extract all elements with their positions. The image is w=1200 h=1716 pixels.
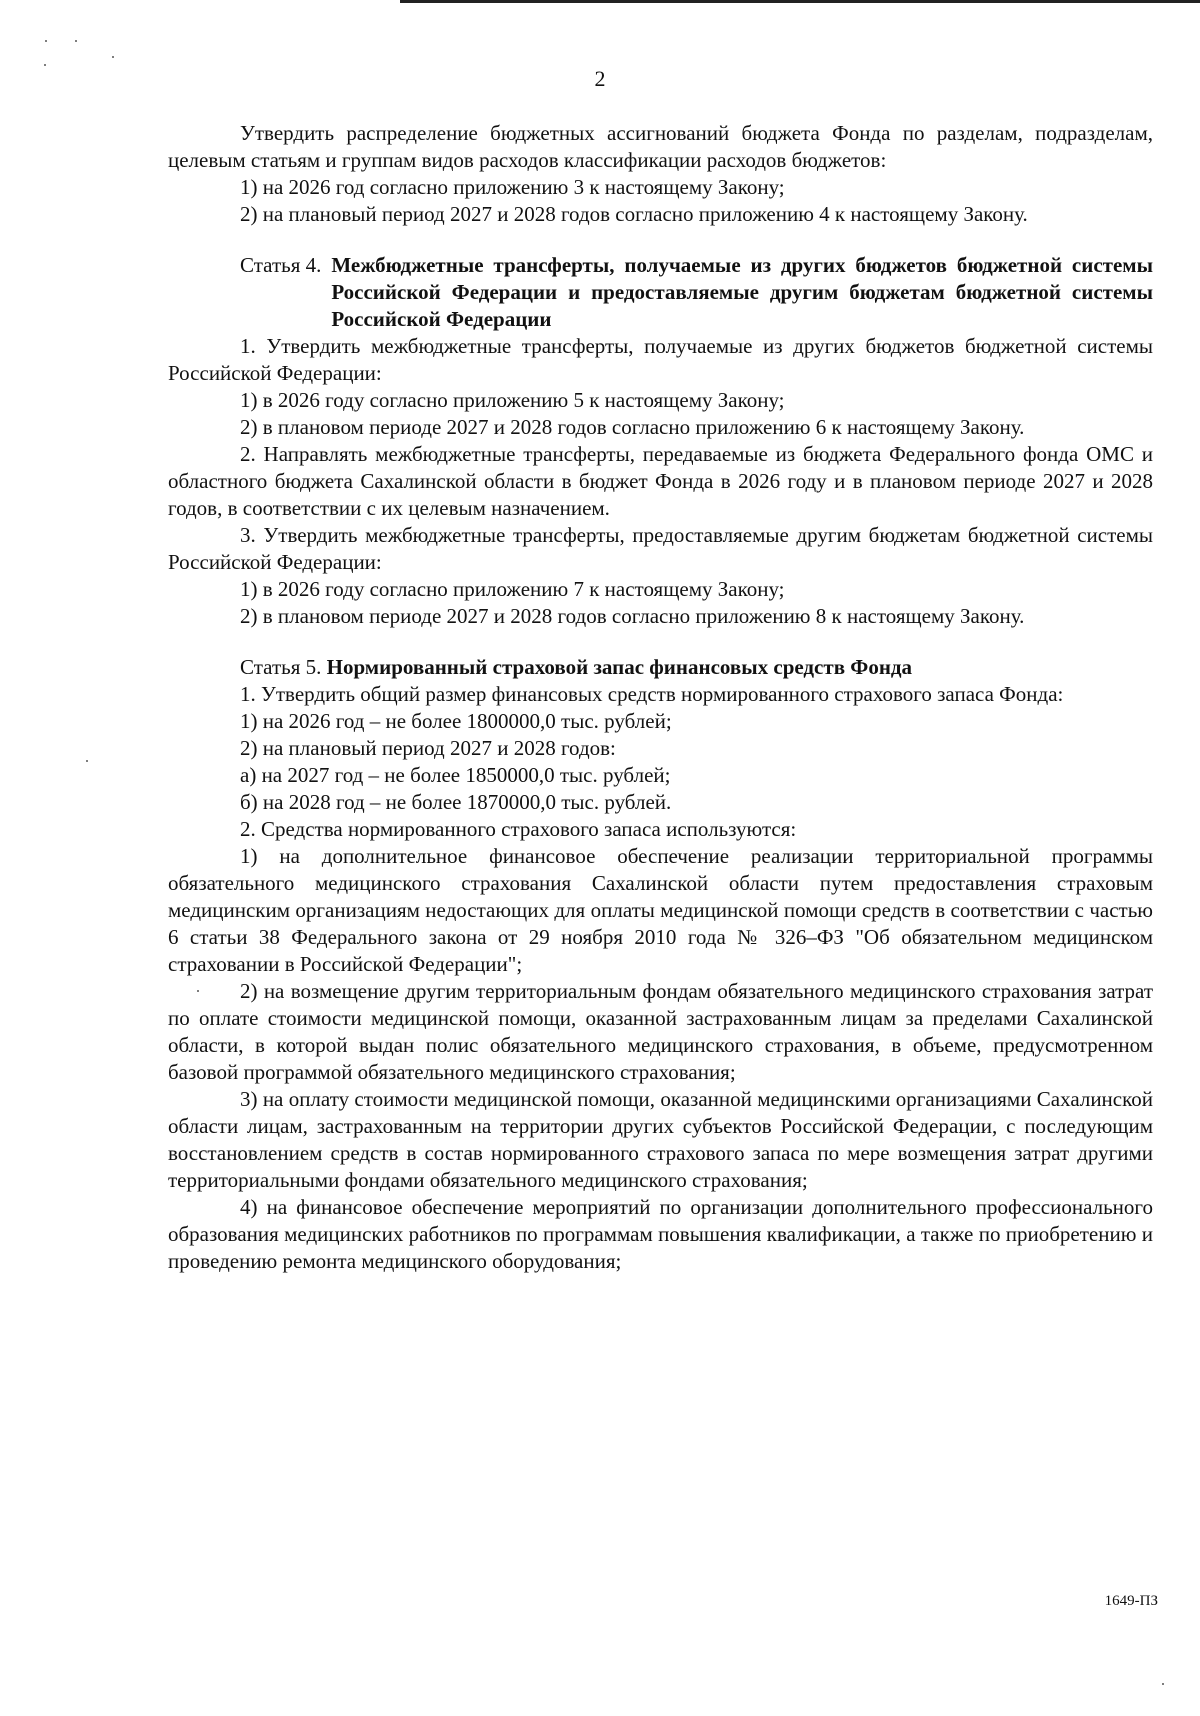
intro-paragraph-3: 2) на плановый период 2027 и 2028 годов согласно приложению 4 к настоящему Закону. xyxy=(240,202,1028,226)
article-5-title: Нормированный страховой запас финансовых средств Фонда xyxy=(326,655,913,679)
scan-speck xyxy=(86,760,88,762)
article-4-paragraph: 1) в 2026 году согласно приложению 5 к настоящему Закону; xyxy=(240,388,785,412)
article-5-paragraph: 4) на финансовое обеспечение мероприятий по организации дополнительного профессионального образования медицинских работников по программам повышения квалификации, а также по приобретению и проведению ремонта медицинского оборудования; xyxy=(168,1195,1153,1273)
intro-paragraph-1: Утвердить распределение бюджетных ассигнований бюджета Фонда по разделам, подразделам, целевым статьям и группам видов расходов классификации расходов бюджетов: xyxy=(168,121,1153,172)
article-5-paragraph: 1) на дополнительное финансовое обеспечение реализации территориальной программы обязательного медицинского страхования Сахалинской области путем предоставления страховым медицинским организациям недостающих для оплаты медицинской помощи средств в соответствии с частью 6 статьи 38 Федерального закона от 29 ноября 2010 года № 326–ФЗ "Об обязательном медицинском страховании в Российской Федерации"; xyxy=(168,844,1153,976)
article-4-paragraph: 2) в плановом периоде 2027 и 2028 годов согласно приложению 6 к настоящему Закону. xyxy=(240,415,1025,439)
article-5-paragraph: 2) на плановый период 2027 и 2028 годов: xyxy=(240,736,616,760)
article-5-paragraph: а) на 2027 год – не более 1850000,0 тыс. рублей; xyxy=(240,763,671,787)
document-body xyxy=(168,120,1153,1275)
document-code: 1649-ПЗ xyxy=(1104,1593,1158,1609)
scan-speck xyxy=(45,40,47,42)
article-4-paragraph: 1) в 2026 году согласно приложению 7 к настоящему Закону; xyxy=(240,577,785,601)
article-5-label: Статья 5. xyxy=(240,655,322,679)
article-4-label: Статья 4. xyxy=(240,253,322,277)
article-4-paragraph: 2) в плановом периоде 2027 и 2028 годов согласно приложению 8 к настоящему Закону. xyxy=(240,604,1025,628)
scan-top-edge-line xyxy=(400,0,1200,3)
article-4-title: Межбюджетные трансферты, получаемые из других бюджетов бюджетной системы Российской Федерации и предоставляемые другим бюджетам бюджетной системы Российской Федерации xyxy=(331,253,1153,331)
article-4-paragraph: 2. Направлять межбюджетные трансферты, передаваемые из бюджета Федерального фонда ОМС и областного бюджета Сахалинской области в бюджет Фонда в 2026 году и в плановом периоде 2027 и 2028 годов, в соответствии с их целевым назначением. xyxy=(168,442,1153,520)
scan-speck xyxy=(1162,1683,1164,1685)
scan-speck xyxy=(197,990,199,992)
article-4-paragraph: 3. Утвердить межбюджетные трансферты, предоставляемые другим бюджетам бюджетной системы Российской Федерации: xyxy=(168,523,1153,574)
article-5-heading xyxy=(168,654,1153,681)
article-5-paragraph: б) на 2028 год – не более 1870000,0 тыс. рублей. xyxy=(240,790,672,814)
scan-speck xyxy=(44,64,46,66)
article-5-paragraph: 1. Утвердить общий размер финансовых средств нормированного страхового запаса Фонда: xyxy=(240,682,1064,706)
article-4-paragraph: 1. Утвердить межбюджетные трансферты, получаемые из других бюджетов бюджетной системы Российской Федерации: xyxy=(168,334,1153,385)
scan-speck xyxy=(75,40,77,42)
article-5-paragraph: 3) на оплату стоимости медицинской помощи, оказанной медицинскими организациями Сахалинской области лицам, застрахованным на территории других субъектов Российской Федерации, с последующим восстановлением средств в состав нормированного страхового запаса по мере возмещения затрат другими территориальными фондами обязательного медицинского страхования; xyxy=(168,1087,1153,1192)
article-5-paragraph: 2) на возмещение другим территориальным фондам обязательного медицинского страхования затрат по оплате стоимости медицинской помощи, оказанной застрахованным лицам за пределами Сахалинской области, в которой выдан полис обязательного медицинского страхования, в объеме, предусмотренном базовой программой обязательного медицинского страхования; xyxy=(168,979,1153,1084)
intro-paragraph-2: 1) на 2026 год согласно приложению 3 к настоящему Закону; xyxy=(240,175,785,199)
scan-speck xyxy=(112,56,114,58)
article-5-paragraph: 2. Средства нормированного страхового запаса используются: xyxy=(240,817,797,841)
article-4-heading xyxy=(168,252,1153,333)
article-5-paragraph: 1) на 2026 год – не более 1800000,0 тыс. рублей; xyxy=(240,709,672,733)
page-number: 2 xyxy=(594,66,606,91)
